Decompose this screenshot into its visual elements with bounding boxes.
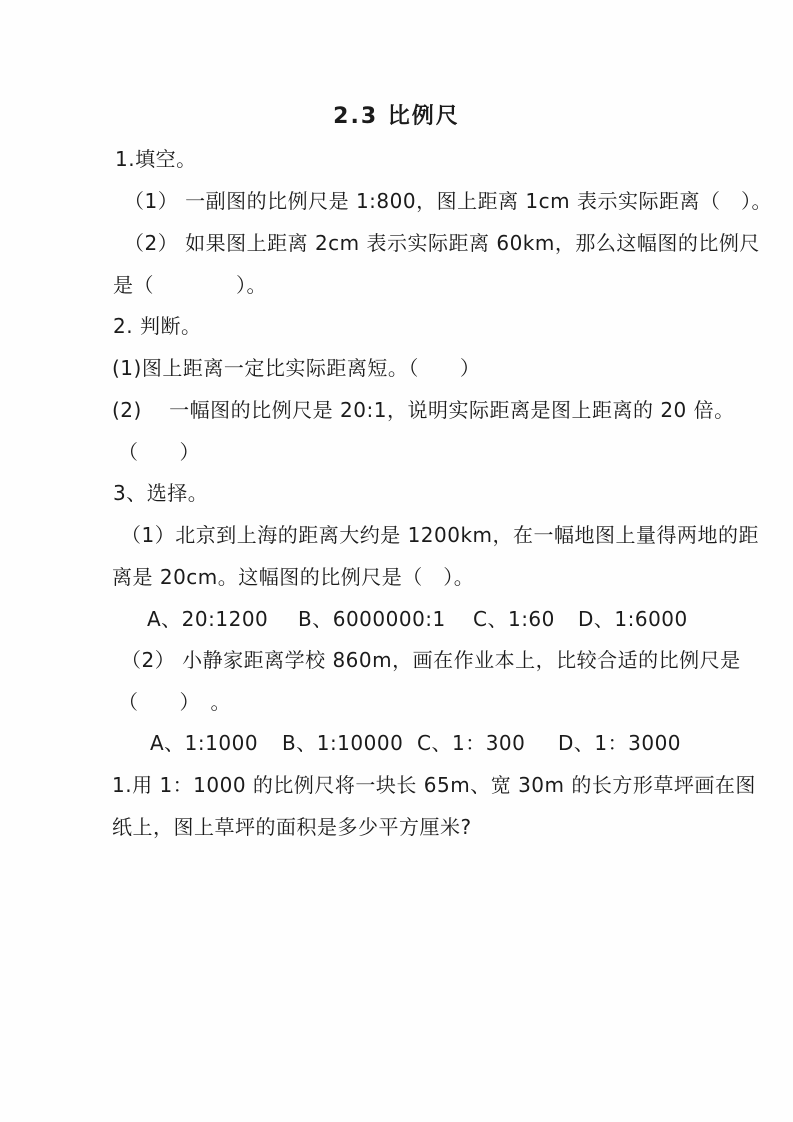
choice-question-1-line-1: （1）北京到上海的距离大约是 1200km，在一幅地图上量得两地的距	[121, 523, 760, 547]
choice-question-2-line-1: （2） 小静家距离学校 860m，画在作业本上，比较合适的比例尺是	[121, 648, 741, 672]
word-problem-line-1: 1.用 1：1000 的比例尺将一块长 65m、宽 30m 的长方形草坪画在图	[112, 773, 756, 797]
choice-q2-option-d: D、1：3000	[558, 731, 682, 755]
fill-blank-question-1: （1） 一副图的比例尺是 1:800，图上距离 1cm 表示实际距离（ ）。	[124, 189, 772, 213]
choice-q1-option-a: A、20:1200	[147, 607, 269, 631]
choice-q2-option-c: C、1：300	[417, 731, 526, 755]
fill-blank-question-2-line-1: （2） 如果图上距离 2cm 表示实际距离 60km，那么这幅图的比例尺	[124, 231, 760, 255]
choice-question-1-line-2: 离是 20cm。这幅图的比例尺是（ ）。	[112, 565, 475, 589]
judge-question-1: (1)图上距离一定比实际距离短。（ ）	[112, 356, 481, 380]
choice-question-2-line-2: （ ） 。	[118, 690, 231, 714]
fill-blank-heading: 1.填空。	[115, 147, 197, 171]
choice-q1-option-b: B、6000000:1	[298, 607, 446, 631]
choice-question-1-options-row	[0, 607, 793, 633]
choice-q1-option-c: C、1:60	[473, 607, 555, 631]
choice-q2-option-b: B、1:10000	[282, 731, 404, 755]
judge-heading: 2. 判断。	[113, 314, 202, 338]
judge-question-2-line-1: (2) 一幅图的比例尺是 20:1，说明实际距离是图上距离的 20 倍。	[112, 398, 735, 422]
worksheet-title: 2.3 比例尺	[333, 104, 460, 129]
fill-blank-question-2-line-2: 是（ ）。	[113, 273, 267, 297]
choice-q2-option-a: A、1:1000	[150, 731, 259, 755]
word-problem-line-2: 纸上，图上草坪的面积是多少平方厘米?	[112, 815, 472, 839]
choice-q1-option-d: D、1:6000	[578, 607, 688, 631]
choice-question-2-options-row	[0, 731, 793, 757]
judge-question-2-line-2: （ ）	[118, 440, 200, 464]
choice-heading: 3、选择。	[113, 481, 209, 505]
